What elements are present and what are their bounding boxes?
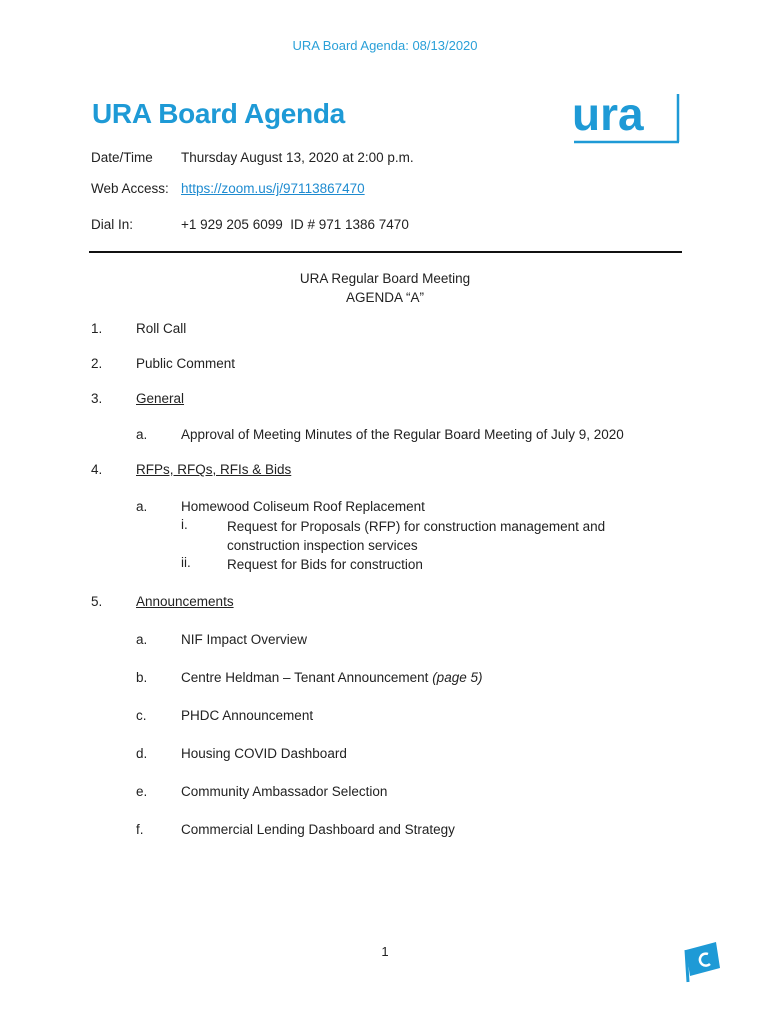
page-reference: (page 5)	[432, 670, 483, 685]
sub-item-commercial-lending: Commercial Lending Dashboard and Strategy	[181, 822, 455, 837]
page-number: 1	[381, 944, 389, 959]
meeting-title: URA Regular Board Meeting	[299, 271, 471, 286]
sub-item-centre-heldman	[181, 670, 482, 685]
running-header: URA Board Agenda: 08/13/2020	[292, 38, 478, 53]
ura-logo	[572, 92, 682, 144]
agenda-item-roll-call: Roll Call	[136, 321, 187, 336]
roman-numeral: i.	[181, 517, 188, 532]
item-number: 3.	[91, 391, 103, 406]
dial-in-value: +1 929 205 6099 ID # 971 1386 7470	[181, 217, 409, 232]
sub-item-letter: a.	[136, 632, 148, 647]
divider	[89, 251, 682, 253]
date-value: Thursday August 13, 2020 at 2:00 p.m.	[181, 150, 414, 165]
sub-item-letter: a.	[136, 499, 148, 514]
web-access-link[interactable]: https://zoom.us/j/97113867470	[181, 181, 365, 196]
item-number: 1.	[91, 321, 103, 336]
sub-item-letter: b.	[136, 670, 148, 685]
sub-item-coliseum: Homewood Coliseum Roof Replacement	[181, 499, 425, 514]
agenda-item-announcements: Announcements	[136, 594, 234, 609]
page-title: URA Board Agenda	[92, 98, 345, 129]
sub-item-ambassador: Community Ambassador Selection	[181, 784, 388, 799]
sub-item-letter: f.	[136, 822, 144, 837]
sub-item-letter: e.	[136, 784, 148, 799]
sub-item-phdc: PHDC Announcement	[181, 708, 314, 723]
item-number: 5.	[91, 594, 103, 609]
sub-sub-item-rfp: Request for Proposals (RFP) for construction management and construction inspection services	[227, 519, 606, 553]
item-number: 4.	[91, 462, 103, 477]
sub-item-text: Centre Heldman – Tenant Announcement	[181, 670, 429, 685]
logo-text: ura	[572, 92, 644, 140]
agenda-label: AGENDA “A”	[345, 290, 424, 305]
web-access-label: Web Access:	[91, 181, 169, 196]
sub-item-letter: c.	[136, 708, 147, 723]
sub-item-minutes: Approval of Meeting Minutes of the Regular Board Meeting of July 9, 2020	[181, 427, 624, 442]
sub-sub-item-bids: Request for Bids for construction	[227, 557, 423, 572]
sub-item-covid-dashboard: Housing COVID Dashboard	[181, 746, 347, 761]
dial-in-label: Dial In:	[91, 217, 134, 232]
item-number: 2.	[91, 356, 103, 371]
sub-item-nif: NIF Impact Overview	[181, 632, 308, 647]
agenda-item-public-comment: Public Comment	[136, 356, 236, 371]
sub-item-letter: d.	[136, 746, 148, 761]
sub-item-letter: a.	[136, 427, 148, 442]
date-label: Date/Time	[91, 150, 153, 165]
roman-numeral: ii.	[181, 555, 191, 570]
flag-icon	[682, 938, 722, 984]
agenda-item-rfps: RFPs, RFQs, RFIs & Bids	[136, 462, 292, 477]
agenda-item-general: General	[136, 391, 185, 406]
